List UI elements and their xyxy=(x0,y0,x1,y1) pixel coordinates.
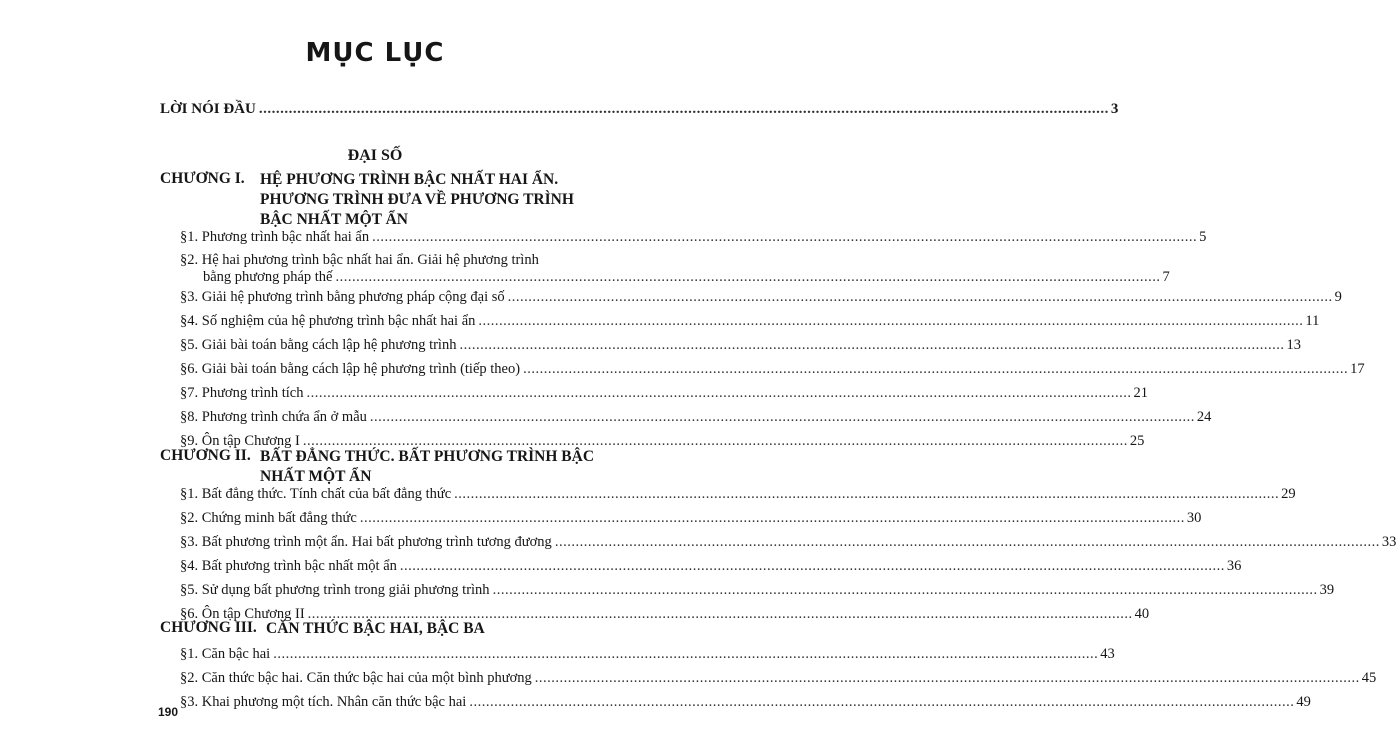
toc-entry[interactable] xyxy=(180,252,1170,286)
toc-entry[interactable] xyxy=(180,646,1115,663)
toc-entry-label: §1. Căn bậc hai xyxy=(180,646,271,662)
toc-entry[interactable] xyxy=(180,558,1242,575)
toc-entry-label: LỜI NÓI ĐẦU xyxy=(160,101,256,117)
toc-entry-page: 24 xyxy=(1196,409,1212,425)
dot-leader: ........................................................................................................................................................................................................ xyxy=(469,694,1295,710)
toc-entry[interactable] xyxy=(180,313,1320,330)
toc-entry-page: 13 xyxy=(1286,337,1301,353)
toc-entry-page: 43 xyxy=(1100,646,1115,662)
toc-entry-label: §1. Phương trình bậc nhất hai ẩn xyxy=(180,229,370,245)
toc-entry-label: §3. Bất phương trình một ẩn. Hai bất phương trình tương đương xyxy=(180,534,552,550)
dot-leader: ........................................................................................................................................................................................................ xyxy=(523,361,1349,377)
dot-leader: ........................................................................................................................................................................................................ xyxy=(359,510,1185,526)
toc-entry-page: 9 xyxy=(1334,289,1342,305)
toc-preface-entry[interactable] xyxy=(160,101,1119,118)
toc-entry-page: 25 xyxy=(1129,433,1145,449)
toc-entry-page: 49 xyxy=(1296,694,1311,710)
dot-leader: ........................................................................................................................................................................................................ xyxy=(273,646,1099,662)
toc-entry[interactable] xyxy=(180,670,1377,687)
dot-leader: ........................................................................................................................................................................................................ xyxy=(302,433,1128,449)
toc-entry[interactable] xyxy=(180,229,1207,246)
toc-entry-continuation xyxy=(180,269,1170,286)
toc-entry[interactable] xyxy=(180,409,1212,426)
toc-entry-page: 5 xyxy=(1199,229,1207,245)
dot-leader: ........................................................................................................................................................................................................ xyxy=(307,606,1133,622)
dot-leader: ........................................................................................................................................................................................................ xyxy=(258,101,1109,117)
chapter-title: HỆ PHƯƠNG TRÌNH BẬC NHẤT HAI ẨN. PHƯƠNG TRÌNH ĐƯA VỀ PHƯƠNG TRÌNH BẬC NHẤT MỘT ẨN xyxy=(260,171,574,228)
toc-entry-label: §9. Ôn tập Chương I xyxy=(180,433,300,449)
toc-entry-label: §6. Giải bài toán bằng cách lập hệ phương trình (tiếp theo) xyxy=(180,361,521,377)
toc-entry-page: 29 xyxy=(1281,486,1296,502)
toc-entry-page: 33 xyxy=(1381,534,1396,550)
toc-entry-label: §8. Phương trình chứa ẩn ở mẫu xyxy=(180,409,367,425)
toc-entry-label: §2. Hệ hai phương trình bậc nhất hai ẩn. Giải hệ phương trình xyxy=(180,252,539,268)
toc-entry-page: 39 xyxy=(1319,582,1335,598)
toc-entry-page: 45 xyxy=(1361,670,1377,686)
page-number: 190 xyxy=(158,705,179,719)
dot-leader: ........................................................................................................................................................................................................ xyxy=(372,229,1198,245)
toc-entry-page: 36 xyxy=(1226,558,1242,574)
toc-entry-label: §2. Căn thức bậc hai. Căn thức bậc hai của một bình phương xyxy=(180,670,532,686)
toc-entry[interactable] xyxy=(180,385,1148,402)
dot-leader: ........................................................................................................................................................................................................ xyxy=(369,409,1195,425)
dot-leader: ........................................................................................................................................................................................................ xyxy=(492,582,1318,598)
dot-leader: ........................................................................................................................................................................................................ xyxy=(454,486,1280,502)
chapter-label: CHƯƠNG I. xyxy=(160,170,245,187)
toc-entry-label-cont: bằng phương pháp thế xyxy=(203,269,333,285)
dot-leader: ........................................................................................................................................................................................................ xyxy=(478,313,1304,329)
toc-entry-page: 7 xyxy=(1162,269,1170,285)
toc-entry-label: §3. Khai phương một tích. Nhân căn thức bậc hai xyxy=(180,694,467,710)
toc-entry-label: §1. Bất đẳng thức. Tính chất của bất đẳng thức xyxy=(180,486,452,502)
toc-entry-page: 11 xyxy=(1305,313,1320,329)
dot-leader: ........................................................................................................................................................................................................ xyxy=(507,289,1333,305)
toc-entry-label: §3. Giải hệ phương trình bằng phương pháp cộng đại số xyxy=(180,289,505,305)
dot-leader: ........................................................................................................................................................................................................ xyxy=(335,269,1161,285)
page-title: MỤC LỤC xyxy=(305,38,445,68)
chapter-label: CHƯƠNG II. xyxy=(160,447,251,464)
toc-entry[interactable] xyxy=(180,337,1301,354)
toc-entry-page: 30 xyxy=(1186,510,1202,526)
dot-leader: ........................................................................................................................................................................................................ xyxy=(399,558,1225,574)
dot-leader: ........................................................................................................................................................................................................ xyxy=(534,670,1360,686)
toc-entry[interactable] xyxy=(180,289,1342,306)
toc-entry-label: §4. Bất phương trình bậc nhất một ẩn xyxy=(180,558,397,574)
toc-entry-page: 21 xyxy=(1133,385,1148,401)
toc-entry-label: §5. Sử dụng bất phương trình trong giải phương trình xyxy=(180,582,490,598)
toc-entry-label: §4. Số nghiệm của hệ phương trình bậc nhất hai ẩn xyxy=(180,313,476,329)
dot-leader: ........................................................................................................................................................................................................ xyxy=(554,534,1380,550)
toc-entry-page: 17 xyxy=(1350,361,1365,377)
toc-entry-label: §2. Chứng minh bất đẳng thức xyxy=(180,510,357,526)
dot-leader: ........................................................................................................................................................................................................ xyxy=(459,337,1285,353)
toc-entry[interactable] xyxy=(180,361,1365,378)
part-heading: ĐẠI SỐ xyxy=(347,147,403,164)
chapter-title: CĂN THỨC BẬC HAI, BẬC BA xyxy=(266,620,485,637)
toc-entry-page: 40 xyxy=(1134,606,1150,622)
toc-entry[interactable] xyxy=(180,486,1296,503)
toc-entry[interactable] xyxy=(180,534,1396,551)
toc-entry-label: §7. Phương trình tích xyxy=(180,385,304,401)
chapter-title: BẤT ĐẲNG THỨC. BẤT PHƯƠNG TRÌNH BẬC NHẤT MỘT ẨN xyxy=(260,448,595,485)
toc-entry-label: §6. Ôn tập Chương II xyxy=(180,606,305,622)
toc-entry[interactable] xyxy=(180,510,1202,527)
toc-entry-label: §5. Giải bài toán bằng cách lập hệ phương trình xyxy=(180,337,457,353)
chapter-label: CHƯƠNG III. xyxy=(160,619,257,636)
dot-leader: ........................................................................................................................................................................................................ xyxy=(306,385,1132,401)
toc-entry[interactable] xyxy=(180,582,1335,599)
toc-entry[interactable] xyxy=(180,694,1311,711)
toc-entry-page: 3 xyxy=(1110,101,1119,117)
